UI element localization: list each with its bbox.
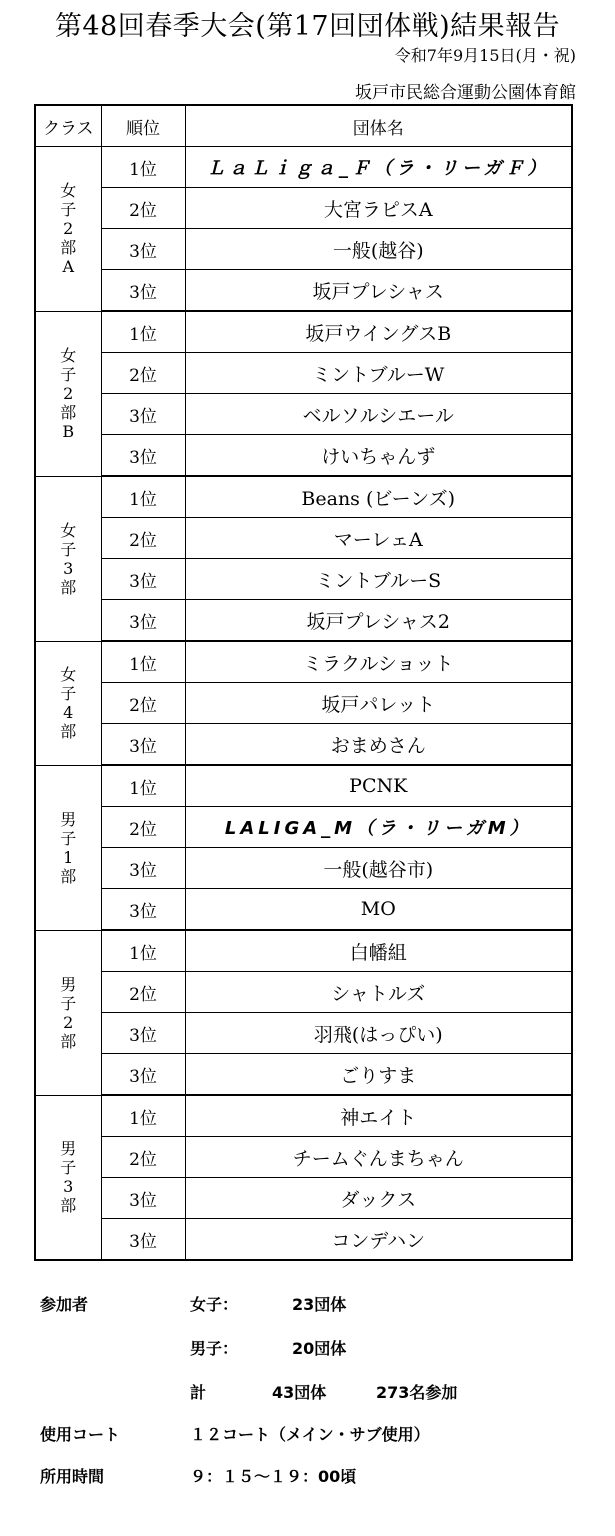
- team-name-cell: ダックス: [185, 1178, 572, 1219]
- results-body: [35, 147, 572, 1261]
- team-name-cell: 大宮ラピスA: [185, 188, 572, 229]
- header-team: 団体名: [185, 105, 572, 147]
- team-name-cell: 一般(越谷市): [185, 848, 572, 889]
- table-row: [35, 1137, 572, 1178]
- team-name-cell: ＬａＬｉｇａ_Ｆ（ラ・リーガＦ）: [185, 147, 572, 188]
- rank-cell: 2位: [101, 188, 185, 229]
- men-label: 男子：: [190, 1339, 239, 1358]
- class-cell: [35, 476, 101, 641]
- women-value: 23団体: [292, 1295, 347, 1314]
- class-label: 男 子 1 部: [60, 809, 77, 886]
- class-cell: [35, 765, 101, 930]
- team-name-cell: Beans (ビーンズ): [185, 476, 572, 518]
- team-name-cell: ベルソルシエール: [185, 394, 572, 435]
- rank-cell: 2位: [101, 1137, 185, 1178]
- rank-cell: 1位: [101, 1095, 185, 1137]
- rank-cell: 1位: [101, 641, 185, 683]
- courts-label: 使用コート: [40, 1425, 121, 1444]
- table-row: [35, 889, 572, 931]
- table-row: [35, 600, 572, 642]
- class-label: 男 子 3 部: [60, 1139, 77, 1216]
- table-row: [35, 229, 572, 270]
- rank-cell: 3位: [101, 1013, 185, 1054]
- team-name-cell: ごりすま: [185, 1054, 572, 1096]
- team-name-cell: シャトルズ: [185, 972, 572, 1013]
- total-teams: 43団体: [272, 1383, 327, 1402]
- table-row: [35, 147, 572, 188]
- rank-cell: 2位: [101, 353, 185, 394]
- class-cell: [35, 641, 101, 765]
- table-row: [35, 765, 572, 807]
- class-label: 女 子 3 部: [60, 520, 77, 597]
- class-cell: [35, 147, 101, 312]
- team-name-cell: 坂戸プレシャス: [185, 270, 572, 312]
- team-name-cell: ミントブルーW: [185, 353, 572, 394]
- page-title: 第48回春季大会(第17回団体戦)結果報告: [54, 11, 561, 42]
- rank-cell: 3位: [101, 394, 185, 435]
- team-name-cell: コンデハン: [185, 1219, 572, 1261]
- rank-cell: 3位: [101, 724, 185, 766]
- table-row: [35, 394, 572, 435]
- table-header-row: [35, 105, 572, 147]
- team-name-cell: ミラクルショット: [185, 641, 572, 683]
- table-row: [35, 476, 572, 518]
- team-name-cell: 神エイト: [185, 1095, 572, 1137]
- time-value: ９：１５～１９：00頃: [190, 1467, 357, 1486]
- event-venue: 坂戸市民総合運動公園体育館: [355, 83, 576, 103]
- team-name-cell: 一般(越谷): [185, 229, 572, 270]
- total-people: 273名参加: [376, 1383, 458, 1402]
- table-row: [35, 270, 572, 312]
- table-row: [35, 1219, 572, 1261]
- class-label: 女 子 4 部: [60, 665, 77, 741]
- team-name-cell: けいちゃんず: [185, 435, 572, 477]
- header-rank: 順位: [101, 105, 185, 147]
- table-row: [35, 518, 572, 559]
- table-row: [35, 559, 572, 600]
- table-row: [35, 1178, 572, 1219]
- women-label: 女子：: [190, 1295, 239, 1314]
- team-name-cell: LALIGA_M（ラ・リーガM）: [185, 807, 572, 848]
- team-name-cell: 羽飛(はっぴい): [185, 1013, 572, 1054]
- table-row: [35, 807, 572, 848]
- team-name-cell: MO: [185, 889, 572, 931]
- rank-cell: 1位: [101, 765, 185, 807]
- event-date: 令和7年9月15日(月・祝): [394, 46, 576, 65]
- rank-cell: 1位: [101, 311, 185, 353]
- team-name-cell: 坂戸プレシャス2: [185, 600, 572, 642]
- rank-cell: 1位: [101, 930, 185, 972]
- rank-cell: 3位: [101, 1219, 185, 1261]
- team-name-cell: 坂戸ウイングスB: [185, 311, 572, 353]
- rank-cell: 1位: [101, 147, 185, 188]
- team-name-cell: PCNK: [185, 765, 572, 807]
- table-row: [35, 435, 572, 477]
- class-label: 女 子 2 部 A: [60, 181, 77, 277]
- rank-cell: 2位: [101, 972, 185, 1013]
- rank-cell: 3位: [101, 600, 185, 642]
- team-name-cell: ミントブルーS: [185, 559, 572, 600]
- table-row: [35, 724, 572, 766]
- table-row: [35, 848, 572, 889]
- table-row: [35, 641, 572, 683]
- courts-value: １２コート（メイン・サブ使用）: [190, 1425, 430, 1444]
- rank-cell: 1位: [101, 476, 185, 518]
- table-row: [35, 188, 572, 229]
- rank-cell: 3位: [101, 270, 185, 312]
- team-name-cell: マーレェA: [185, 518, 572, 559]
- table-row: [35, 311, 572, 353]
- rank-cell: 3位: [101, 1178, 185, 1219]
- rank-cell: 3位: [101, 229, 185, 270]
- rank-cell: 3位: [101, 848, 185, 889]
- class-label: 女 子 2 部 B: [60, 346, 77, 441]
- class-cell: [35, 1095, 101, 1260]
- table-row: [35, 972, 572, 1013]
- table-row: [35, 683, 572, 724]
- rank-cell: 3位: [101, 1054, 185, 1096]
- header-class: クラス: [35, 105, 101, 147]
- rank-cell: 3位: [101, 559, 185, 600]
- class-label: 男 子 2 部: [60, 974, 77, 1051]
- rank-cell: 3位: [101, 889, 185, 931]
- team-name-cell: チームぐんまちゃん: [185, 1137, 572, 1178]
- time-label: 所用時間: [40, 1467, 105, 1486]
- rank-cell: 2位: [101, 683, 185, 724]
- class-cell: [35, 311, 101, 476]
- table-row: [35, 1013, 572, 1054]
- men-value: 20団体: [292, 1339, 347, 1358]
- table-row: [35, 1054, 572, 1096]
- team-name-cell: 坂戸パレット: [185, 683, 572, 724]
- rank-cell: 2位: [101, 518, 185, 559]
- total-label: 計: [190, 1383, 207, 1402]
- team-name-cell: 白幡組: [185, 930, 572, 972]
- team-name-cell: おまめさん: [185, 724, 572, 766]
- class-cell: [35, 930, 101, 1095]
- rank-cell: 2位: [101, 807, 185, 848]
- table-row: [35, 1095, 572, 1137]
- results-table: [34, 104, 573, 1261]
- participants-label: 参加者: [40, 1295, 89, 1314]
- rank-cell: 3位: [101, 435, 185, 477]
- table-row: [35, 353, 572, 394]
- table-row: [35, 930, 572, 972]
